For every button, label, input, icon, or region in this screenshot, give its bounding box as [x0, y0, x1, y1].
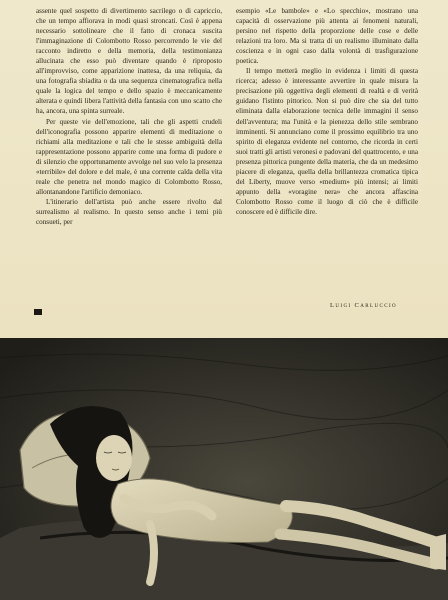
paragraph: esempio «Le bambole» e «Lo specchio», mostrano una capacità di osservazione più attenta ai fenomeni naturali, persino nel rispetto della proporzione delle cose e delle relazioni tra loro. Ma si tratta di un realismo illuminato dalla coscienza e in ogni caso dalla volontà di trasfigurazione poetica.	[236, 7, 418, 66]
paragraph: L'itinerario dell'artista può anche essere rivolto dal surrealismo al realismo. In questo senso anche i temi più consueti, per	[36, 197, 222, 226]
end-mark-icon	[34, 309, 42, 315]
painting-illustration	[0, 338, 448, 600]
article-column-left	[36, 6, 222, 227]
paragraph: Il tempo metterà meglio in evidenza i limiti di questa ricerca; adesso è interessante avvertire in quale misura la precisazione più oggettiva degli elementi di realtà e di verità guidano l'istinto pittorico. Non si può dire che sia del tutto eliminata dalla elaborazione tecnica delle immagini il senso dell'avventura; ma l'unità e la pienezza dello stile sembrano imminenti. Si annunciano come il prossimo equilibrio tra uno spirito di eleganza evidente nel contorno, che ricorda in certi suoi tratti gli artisti veronesi e padovani del quattrocento, e una presenza pittorica pungente della materia, che da un medesimo piacere di eleganza, quella della brillantezza cromatica tipica del Liberty, muove verso «medium» più intensi; ai limiti appunto della «voragine nera» che ancora affascina Colombotto Rosso come il luogo di ciò che è difficile conoscere ed è difficile dire.	[236, 67, 418, 216]
paragraph: assente quel sospetto di divertimento sacrilego o di capriccio, che un tempo affiorava in modi quasi stroncati. Così è appena necessario sottolineare che il fatto di cronaca suscita l'immaginazione di Colombotto Rosso percorrendo le vie del racconto indiretto e della memoria, della testimonianza allucinata che esso può diventare quando è riproposto all'improvviso, come apparizione inattesa, da una reliquia, da una fotografia sbiadita o da una sequenza cinematografica nella quale la logica del tempo e dello spazio è meccanicamente alterata e quindi libera l'attività della fantasia con uno scatto che ha, ancora, una spinta surreale.	[36, 7, 222, 116]
painting-reclining-girl	[0, 338, 448, 600]
article-column-right	[236, 6, 418, 217]
paragraph: Per queste vie dell'emozione, tali che gli aspetti crudeli dell'iconografia possono apparire elementi di meditazione o richiami alla meditazione e tali che le stesse ambiguità della rappresentazione possono apparire come una forma di pudore e di silenzio che opportunamente avvolge nel suo velo la presenza «terribile» del dolore e del male, è una corrente calda della vita reale che penetra nel mondo magico di Colombotto Rosso, allontanandone l'artificio demoniaco.	[36, 117, 222, 196]
author-signature: Luigi Carluccio	[330, 302, 398, 309]
